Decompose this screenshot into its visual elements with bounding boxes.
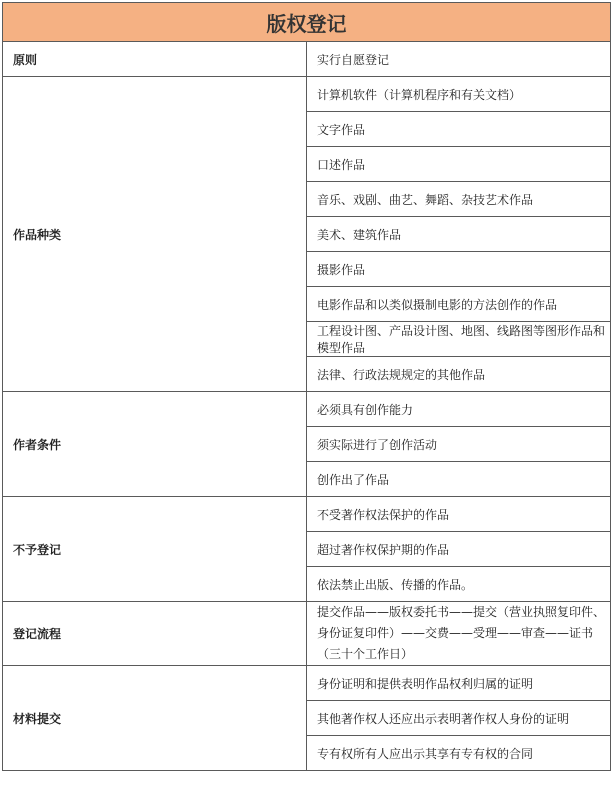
item-cell: 不受著作权法保护的作品 [307, 497, 611, 532]
item-cell: 身份证明和提供表明作品权利归属的证明 [307, 666, 611, 701]
item-cell: 法律、行政法规规定的其他作品 [307, 357, 611, 392]
item-cell: 摄影作品 [307, 252, 611, 287]
item-cell: 工程设计图、产品设计图、地图、线路图等图形作品和模型作品 [307, 322, 611, 357]
item-cell: 音乐、戏剧、曲艺、舞蹈、杂技艺术作品 [307, 182, 611, 217]
table-row [3, 666, 611, 701]
table-row [3, 77, 611, 112]
item-cell: 电影作品和以类似摄制电影的方法创作的作品 [307, 287, 611, 322]
category-materials: 材料提交 [3, 666, 307, 771]
category-registration-process: 登记流程 [3, 602, 307, 666]
item-cell: 超过著作权保护期的作品 [307, 532, 611, 567]
item-cell: 专有权所有人应出示其享有专有权的合同 [307, 736, 611, 771]
table-row [3, 392, 611, 427]
item-cell: 美术、建筑作品 [307, 217, 611, 252]
item-cell: 创作出了作品 [307, 462, 611, 497]
category-not-registered: 不予登记 [3, 497, 307, 602]
copyright-registration-table-wrapper [2, 2, 611, 771]
item-cell: 口述作品 [307, 147, 611, 182]
item-cell: 提交作品——版权委托书——提交（营业执照复印件、身份证复印件）——交费——受理——审查——证书（三十个工作日） [307, 602, 611, 666]
table-row [3, 42, 611, 77]
item-cell: 须实际进行了创作活动 [307, 427, 611, 462]
category-author-conditions: 作者条件 [3, 392, 307, 497]
item-cell: 其他著作权人还应出示表明著作权人身份的证明 [307, 701, 611, 736]
item-cell: 文字作品 [307, 112, 611, 147]
copyright-registration-table [2, 2, 611, 771]
item-cell: 必须具有创作能力 [307, 392, 611, 427]
table-row [3, 602, 611, 666]
table-row [3, 497, 611, 532]
category-work-types: 作品种类 [3, 77, 307, 392]
category-principle: 原则 [3, 42, 307, 77]
table-title: 版权登记 [3, 3, 611, 42]
item-cell: 计算机软件（计算机程序和有关文档） [307, 77, 611, 112]
item-cell: 实行自愿登记 [307, 42, 611, 77]
title-row [3, 3, 611, 42]
item-cell: 依法禁止出版、传播的作品。 [307, 567, 611, 602]
